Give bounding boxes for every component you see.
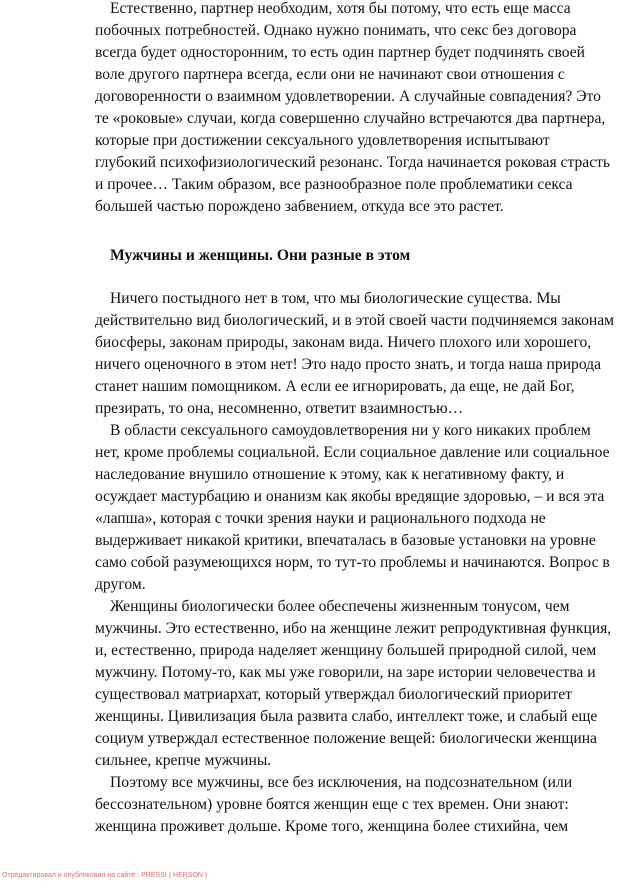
text-line: социум утверждал естественное положение вещей: биологически женщина — [95, 730, 597, 747]
text-line: бессознательном) уровне боятся женщин еще с тех времен. Они знают: — [95, 796, 569, 813]
text-line: презирать, то она, несомненно, ответит взаимностью… — [95, 400, 464, 417]
text-line: которые при достижении сексуального удовлетворения испытывают — [95, 132, 550, 149]
text-line: всегда будет односторонним, то есть один партнер будет подчинять своей — [95, 44, 586, 61]
text-line: Поэтому все мужчины, все без исключения, на подсознательном (или — [110, 774, 573, 791]
text-line: станет нашим помощником. А если ее игнорировать, да еще, не дай Бог, — [95, 378, 575, 395]
text-line: «лапша», которая с точки зрения науки и рационального подхода не — [95, 510, 546, 527]
text-line: ничего оценочного в этом нет! Это надо просто знать, и тогда наша природа — [95, 356, 602, 373]
text-line: сильнее, крепче мужчины. — [95, 752, 272, 769]
text-line: глубокий психофизиологический резонанс. Тогда начинается роковая страсть — [95, 154, 611, 171]
text-line: биосферы, законам природы, законам вида. Ничего плохого или хорошего, — [95, 334, 592, 351]
text-line: те «роковые» случаи, когда совершенно случайно встречаются два партнера, — [95, 110, 606, 127]
text-line: другом. — [95, 576, 146, 593]
text-line: договоренности о взаимном удовлетворении. А случайные совпадения? Это — [95, 88, 601, 105]
text-line: действительно вид биологический, и в этой своей части подчиняемся законам — [95, 312, 615, 329]
text-line: выдерживает никакой критики, впечаталась в базовые установки на уровне — [95, 532, 596, 549]
text-line: нет, кроме проблемы социальной. Если социальное давление или социальное — [95, 444, 610, 461]
text-line: само собой разумеющихся норм, то тут-то проблемы и начинаются. Вопрос в — [95, 554, 610, 571]
text-line: осуждает мастурбацию и онанизм как якобы вредящие здоровью, – и вся эта — [95, 488, 605, 505]
text-line: мужчину. Потому-то, как мы уже говорили, на заре истории человечества и — [95, 664, 596, 681]
footer-watermark: Отредактировал и опубликовал на сайте : PRESSI ( HERSON ) — [2, 872, 208, 879]
text-line: женщина проживет дольше. Кроме того, женщина более стихийна, чем — [95, 818, 569, 835]
section-heading: Мужчины и женщины. Они разные в этом — [110, 247, 411, 264]
text-line: побочных потребностей. Однако нужно понимать, что секс без договора — [95, 22, 577, 39]
text-line: женщины. Цивилизация была развита слабо, интеллект тоже, и слабый еще — [95, 708, 598, 725]
text-line: существовал матриархат, который утверждал биологический приоритет — [95, 686, 572, 703]
text-line: В области сексуального самоудовлетворения ни у кого никаких проблем — [110, 422, 591, 439]
text-line: и прочее… Таким образом, все разнообразное поле проблематики секса — [95, 176, 573, 193]
text-line: Естественно, партнер необходим, хотя бы потому, что есть еще масса — [110, 0, 571, 17]
text-line: и, естественно, природа наделяет женщину большей природной силой, чем — [95, 642, 597, 659]
text-line: Женщины биологически более обеспечены жизненным тонусом, чем — [110, 598, 570, 615]
text-line: наследование внушило отношение к этому, как к негативному факту, и — [95, 466, 565, 483]
text-line: Ничего постыдного нет в том, что мы биологические существа. Мы — [110, 290, 561, 307]
text-line: большей частью порождено забвением, откуда все это растет. — [95, 198, 504, 215]
text-line: мужчины. Это естественно, ибо на женщине лежит репродуктивная функция, — [95, 620, 612, 637]
text-line: воле другого партнера всегда, если они не начинают свои отношения с — [95, 66, 565, 83]
